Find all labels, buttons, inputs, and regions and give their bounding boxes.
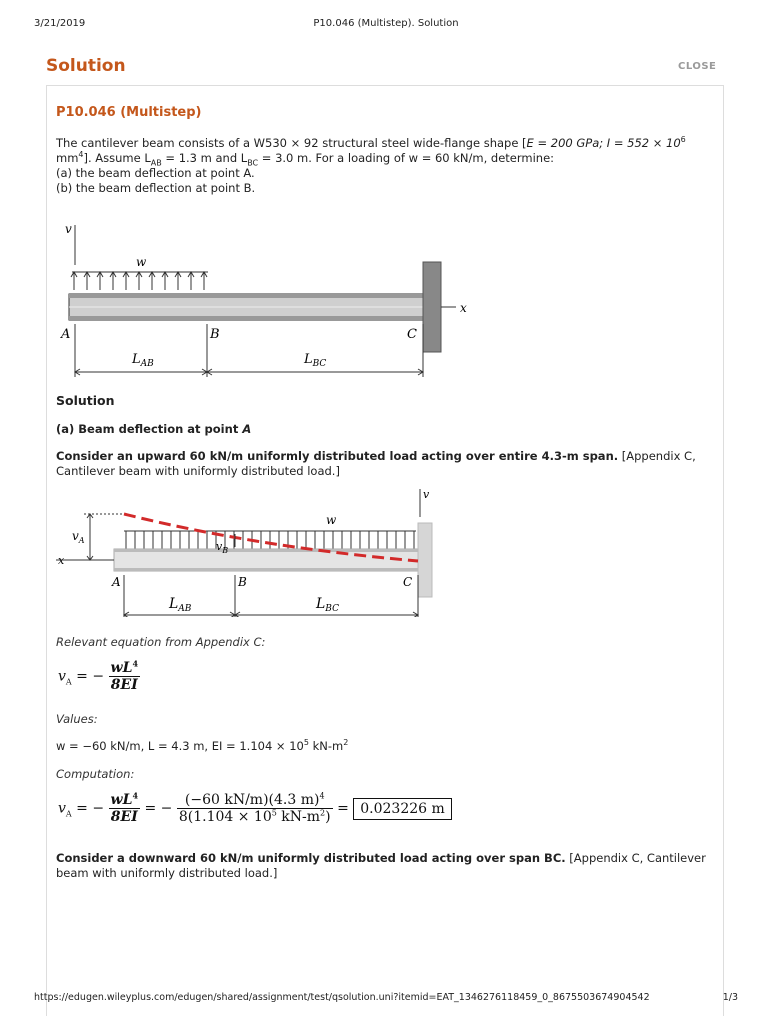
fig2-vB-label: v [216,540,223,553]
fig2-LBC-sub: BC [325,604,339,614]
problem-title: P10.046 (Multistep) [56,105,202,120]
fig2-wall [418,523,432,597]
svg-text:vB [216,540,228,555]
equation-1: $v_A$ = − $\frac{wL^4}{8EI}$ [58,658,139,693]
fig1-C-label: C [407,327,417,342]
figure-cantilever-beam [56,220,486,385]
figure-deflected-beam [56,487,446,617]
svg-text:LAB [168,596,192,614]
svg-text:vA [72,529,85,545]
fig2-v-label: v [423,488,430,501]
fig2-B-label: B [238,575,247,589]
computation-label: Computation: [56,767,135,781]
close-button[interactable]: CLOSE [678,61,717,72]
fig2-load-arrows [126,531,414,549]
fig2-vA-sub: A [78,536,85,545]
result-box: 0.023226 m [353,798,452,820]
problem-statement: The cantilever beam consists of a W530 × 92 structural steel wide-flange shape [E = 200 GPa; $I = 552 \times 10^6$ $mm^4$]. Assume $L_{AB} = 1.3$ m and $L_{BC} = 3.0$ m. For a loading of w = 60 kN/m, determine: (a) the beam deflection at point A. (b) the beam deflection at point B. [56,136,706,196]
fig2-vA-label: v [72,529,79,543]
fig2-LAB-sub: AB [178,604,192,614]
fig2-w-label: w [326,513,337,527]
values-text: w = −60 kN/m, L = 4.3 m, EI = $1.104 \times 10^5$ $kN-m^2$ [56,738,349,753]
fig2-C-label: C [403,575,413,589]
part-a-heading: (a) Beam deflection at point A [56,422,252,436]
panel-title: Solution [46,56,126,76]
fig1-w-label: w [136,255,147,269]
fig2-LBC-label: L [316,596,326,612]
fig1-x-label: x [460,301,467,315]
fig1-LAB-sub: AB [140,359,154,369]
solution-heading: Solution [56,393,115,408]
print-url: https://edugen.wileyplus.com/edugen/shared/assignment/test/qsolution.uni?itemid=EAT_1346276118459_0_8675503674904542 [34,992,650,1003]
print-page-number: 1/3 [722,992,738,1003]
consider-upward-text: Consider an upward 60 kN/m uniformly distributed load acting over entire 4.3-m span. [Appendix C, Cantilever beam with uniformly distributed load.] [56,449,696,478]
svg-text:LBC [303,352,326,369]
fig2-A-label: A [112,575,121,589]
print-date: 3/21/2019 [34,18,86,29]
fig2-LAB-label: L [169,596,179,612]
svg-text:LAB [131,352,154,369]
fig1-A-label: A [61,327,71,342]
relevant-equation-label: Relevant equation from Appendix C: [56,635,266,649]
fig1-v-label: v [65,222,72,236]
svg-text:LBC [315,596,339,614]
fig1-B-label: B [210,327,220,342]
fig1-LAB-label: L [132,352,141,367]
fig1-load-arrows [71,272,207,290]
part-a-text: (a) the beam deflection at point A. [56,166,255,180]
fig2-beam [114,549,418,571]
part-b-text: (b) the beam deflection at point B. [56,181,256,195]
fig2-vB-sub: B [222,546,229,555]
values-label: Values: [56,712,98,726]
fig1-LBC-label: L [304,352,313,367]
consider-downward-text: Consider a downward 60 kN/m uniformly distributed load acting over span BC. [Appendix C, Cantilever beam with uniformly distributed load.] [56,851,706,880]
fig1-LBC-sub: BC [312,359,327,369]
equation-2: $v_A$ = − $\frac{wL^4}{8EI}$ = − $\frac{(-60 kN/m)(4.3 m)^4}{8(1.104 \times 10^5 kN-m^2)}$ = 0.023226 m [58,792,452,825]
fig2-x-label: x [58,554,65,567]
fig1-wall [423,262,441,352]
print-doc-title: P10.046 (Multistep). Solution [313,18,459,29]
